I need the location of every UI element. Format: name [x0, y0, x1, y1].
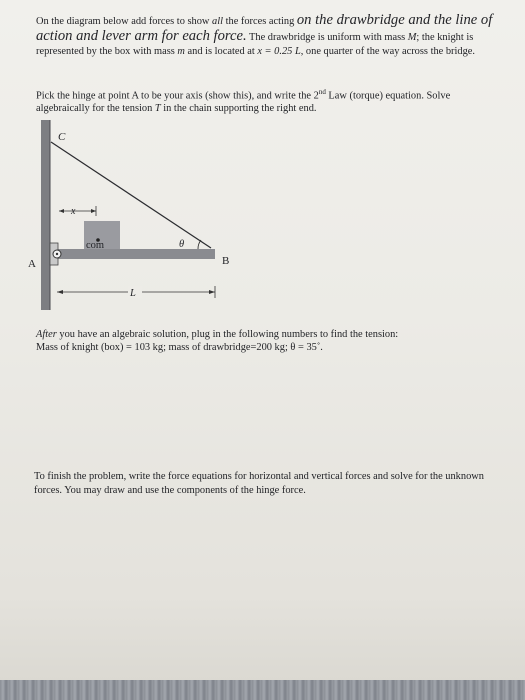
finish-instructions [34, 470, 514, 498]
numbers-values: Mass of knight (box) = 103 kg; mass of drawbridge=200 kg; θ = 35˚. [36, 342, 323, 353]
label-com: com [86, 240, 105, 251]
label-B: B [222, 255, 230, 267]
label-L: L [130, 288, 136, 299]
intro-lead: On the diagram below add forces to show [36, 16, 213, 27]
var-T: T [154, 102, 161, 114]
intro-desc-1: The drawbridge is uniform with mass [246, 32, 408, 43]
label-A: A [28, 258, 36, 270]
intro-desc-4: , one quarter of the way across the bridge. [300, 46, 476, 57]
position-expression: x = 0.25 L [257, 46, 301, 57]
x-arrow-right [91, 209, 96, 213]
wall [41, 120, 50, 310]
label-C: C [58, 131, 66, 143]
var-m: m [177, 46, 185, 57]
intro-tail: the forces acting [223, 16, 297, 27]
label-x: x [71, 206, 76, 217]
hinge-superscript: nd [318, 88, 326, 96]
intro-all: all [212, 16, 224, 27]
theta-arc [198, 240, 201, 249]
chain [51, 142, 211, 248]
hinge-mid: Law (torque) equation. Solve algebraically for the tension [36, 90, 451, 114]
intro-emphasis: on the drawbridge and the line of action and lever arm for each force. [36, 12, 493, 44]
intro-desc-2: ; the knight is represented by the box with mass [36, 32, 474, 57]
label-theta: θ [179, 239, 185, 250]
L-arrow-right [209, 290, 215, 294]
hinge-pin-center [56, 253, 58, 255]
numbers-instructions [36, 328, 506, 354]
numbers-after: After [36, 329, 57, 340]
hinge-tail: in the chain supporting the right end. [160, 102, 317, 114]
numbers-lead: you have an algebraic solution, plug in the following numbers to find the tension: [56, 329, 399, 340]
carpet-background [0, 680, 525, 700]
x-arrow-left [59, 209, 64, 213]
drawbridge-beam [52, 249, 215, 259]
hinge-lead: Pick the hinge at point A to be your axis (show this), and write the 2 [36, 90, 319, 102]
L-arrow-left [57, 290, 63, 294]
intro-desc-3: and is located at [184, 46, 258, 57]
var-M: M [407, 32, 417, 43]
finish-text: To finish the problem, write the force equations for horizontal and vertical forces and solve for the unknown forces. You may draw and use the components of the hinge force. [34, 471, 484, 496]
